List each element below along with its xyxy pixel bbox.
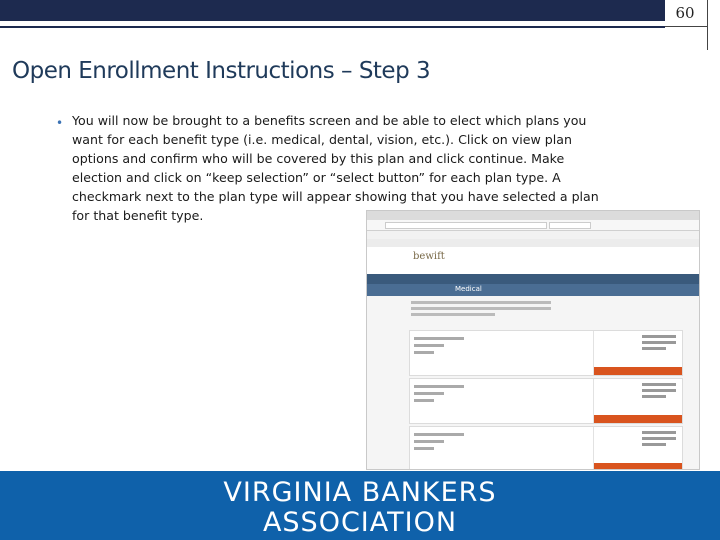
benefits-screenshot <box>366 210 700 470</box>
footer-logo-line2: ASSOCIATION <box>262 507 458 538</box>
top-banner <box>0 0 665 21</box>
bullet-icon: • <box>56 116 64 130</box>
benefits-page <box>367 247 699 469</box>
plan-card-1 <box>409 330 683 376</box>
url-field <box>385 222 547 229</box>
plan-card-2 <box>409 378 683 424</box>
corner-horizontal-rule <box>665 26 707 27</box>
browser-tab-strip <box>367 211 699 220</box>
select-button <box>594 415 682 423</box>
footer-logo-line1: VIRGINIA BANKERS <box>223 477 497 508</box>
top-rule <box>0 26 665 28</box>
footer-banner <box>0 471 720 540</box>
browser-search-field <box>549 222 591 229</box>
site-nav-strip <box>367 274 699 284</box>
site-logo: bewift <box>413 251 445 262</box>
covered-members-section <box>411 298 551 316</box>
select-button <box>594 463 682 470</box>
keep-selection-button <box>594 367 682 375</box>
slide-title: Open Enrollment Instructions – Step 3 <box>12 58 431 84</box>
bullet-text: You will now be brought to a benefits screen and be able to elect which plans you want for each benefit type (i.e. medical, dental, vision, etc.). Click on view plan options and confirm who will be covered by this plan and click continue. Make election and click on “keep selection” or “select button” for each plan type. A checkmark next to the plan type will appear showing that you have selected a plan for that benefit type. <box>72 113 599 223</box>
browser-address-bar <box>367 220 699 231</box>
browser-menu-bar <box>367 231 699 239</box>
benefit-type-bar <box>367 284 699 296</box>
page-number: 60 <box>675 4 695 22</box>
site-header <box>367 247 699 274</box>
plan-card-3 <box>409 426 683 470</box>
benefit-type-label: Medical <box>455 285 482 293</box>
corner-vertical-rule <box>707 0 708 50</box>
